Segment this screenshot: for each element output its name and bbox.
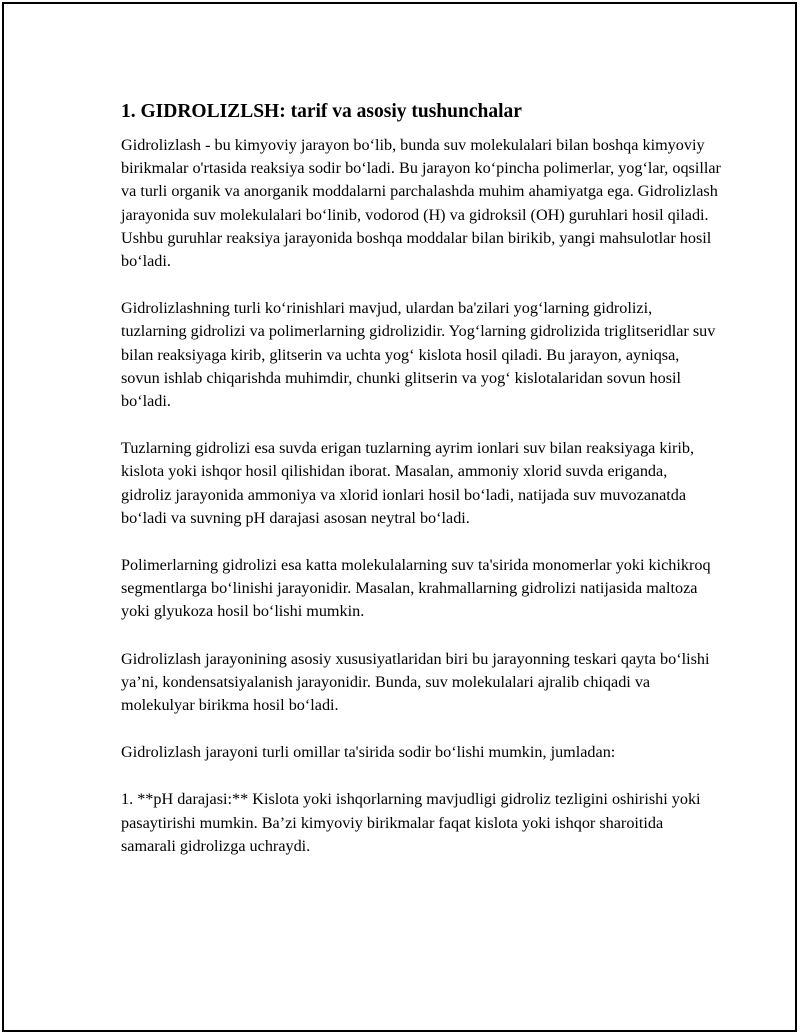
paragraph-types: Gidrolizlashning turli ko‘rinishlari mavjud, ulardan ba'zilari yog‘larning gidrolizi, tuzlarning gidrolizi va polimerlarning gidrolizidir. Yog‘larning gidrolizida triglitseridlar suv bilan reaksiyaga kirib, glitserin va uchta yog‘ kislota hosil qiladi. Bu jarayon, ayniqsa, sovun ishlab chiqarishda muhimdir, chunki glitserin va yog‘ kislotalaridan sovun hosil bo‘ladi. <box>121 299 716 411</box>
page-frame <box>2 2 797 1032</box>
document-body <box>121 100 721 882</box>
paragraph-factors-intro: Gidrolizlash jarayoni turli omillar ta'sirida sodir bo‘lishi mumkin, jumladan: <box>121 743 616 762</box>
paragraph-polymer-hydrolysis: Polimerlarning gidrolizi esa katta molekulalarning suv ta'sirida monomerlar yoki kichikroq segmentlarga bo‘linishi jarayonidir. Masalan, krahmallarning gidrolizi natijasida maltoza yoki glyukoza hosil bo‘lishi mumkin. <box>121 556 711 621</box>
paragraph-definition: Gidrolizlash - bu kimyoviy jarayon bo‘lib, bunda suv molekulalari bilan boshqa kimyoviy birikmalar o'rtasida reaksiya sodir bo‘ladi. Bu jarayon ko‘pincha polimerlar, yog‘lar, oqsillar va turli organik va anorganik moddalarni parchalashda muhim ahamiyatga ega. Gidrolizlash jarayonida suv molekulalari bo‘linib, vodorod (H) va gidroksil (OH) guruhlari hosil qiladi. Ushbu guruhlar reaksiya jarayonida boshqa moddalar bilan birikib, yangi mahsulotlar hosil bo‘ladi. <box>121 136 721 271</box>
paragraph-ph-factor: 1. **pH darajasi:** Kislota yoki ishqorlarning mavjudligi gidroliz tezligini oshirishi yoki pasaytirishi mumkin. Ba’zi kimyoviy birikmalar faqat kislota yoki ishqor sharoitida samarali gidrolizga uchraydi. <box>121 790 701 855</box>
paragraph-condensation: Gidrolizlash jarayonining asosiy xususiyatlaridan biri bu jarayonning teskari qayta bo‘lishi ya’ni, kondensatsiyalanish jarayonidir. Bunda, suv molekulalari ajralib chiqadi va molekulyar birikma hosil bo‘ladi. <box>121 649 710 715</box>
paragraph-salt-hydrolysis: Tuzlarning gidrolizi esa suvda erigan tuzlarning ayrim ionlari suv bilan reaksiyaga kirib, kislota yoki ishqor hosil qilishidan iborat. Masalan, ammoniy xlorid suvda eriganda, gidroliz jarayonida ammoniya va xlorid ionlari hosil bo‘ladi, natijada suv muvozanatda bo‘ladi va suvning pH darajasi asosan neytral bo‘ladi. <box>121 439 695 527</box>
page-title: 1. GIDROLIZLSH: tarif va asosiy tushunchalar <box>121 101 522 122</box>
